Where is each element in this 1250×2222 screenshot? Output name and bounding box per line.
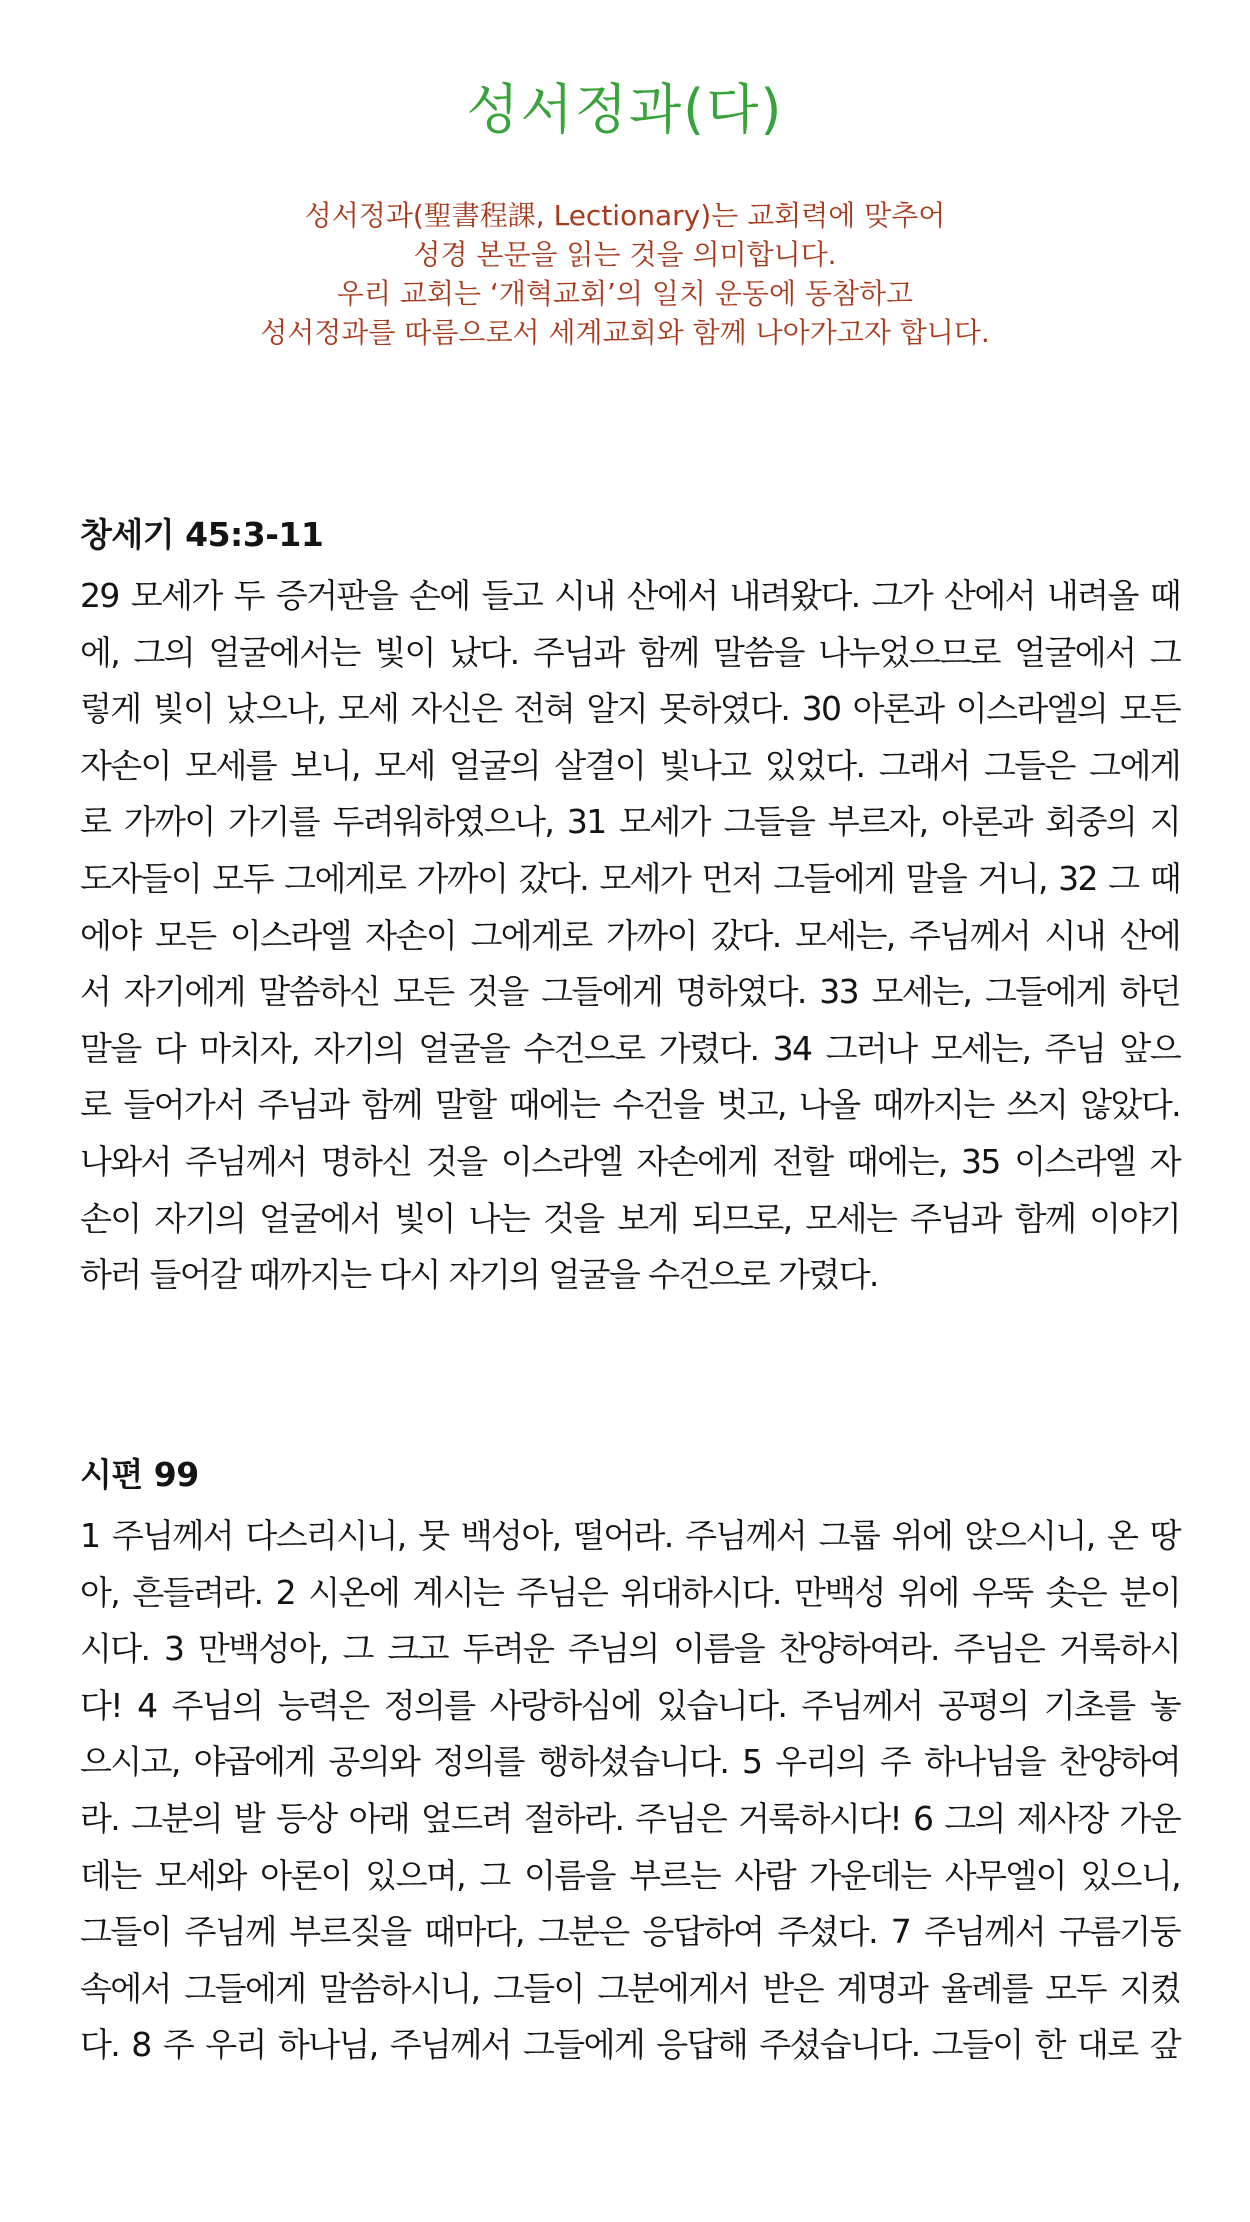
text-line: 1 주님께서 다스리시니, 뭇 백성아, 떨어라. 주님께서 그룹 위에 앉으시니, 온 땅 <box>80 1516 1180 1555</box>
text-line: 라. 그분의 발 등상 아래 엎드려 절하라. 주님은 거룩하시다! 6 그의 제사장 가운 <box>80 1798 1180 1838</box>
text-line: 자손이 모세를 보니, 모세 얼굴의 살결이 빛나고 있었다. 그래서 그들은 그에게 <box>80 745 1180 785</box>
text-line: 로 들어가서 주님과 함께 말할 때에는 수건을 벗고, 나올 때까지는 쓰지 않았다. <box>80 1085 1180 1125</box>
intro-line: 우리 교회는 ‘개혁교회’의 일치 운동에 동참하고 <box>336 277 914 310</box>
text-line: 데는 모세와 아론이 있으며, 그 이름을 부르는 사람 가운데는 사무엘이 있으니, <box>80 1855 1180 1895</box>
reading-text <box>80 1508 1180 2074</box>
intro-line: 성서정과(聖書程課, Lectionary)는 교회력에 맞추어 <box>304 199 946 232</box>
text-line: 로 가까이 가기를 두려워하였으나, 31 모세가 그들을 부르자, 아론과 회중의 지 <box>80 802 1180 842</box>
intro-line: 성경 본문을 읽는 것을 의미합니다. <box>413 238 837 271</box>
text-line: 속에서 그들에게 말씀하시니, 그들이 그분에게서 받은 계명과 율례를 모두 지켰 <box>80 1968 1180 2008</box>
text-line: 29 모세가 두 증거판을 손에 들고 시내 산에서 내려왔다. 그가 산에서 내려올 때 <box>80 576 1180 615</box>
text-line: 에, 그의 얼굴에서는 빛이 났다. 주님과 함께 말씀을 나누었으므로 얼굴에서 그 <box>80 632 1180 672</box>
text-line: 다! 4 주님의 능력은 정의를 사랑하심에 있습니다. 주님께서 공평의 기초를 놓 <box>80 1685 1180 1725</box>
text-line: 그들이 주님께 부르짖을 때마다, 그분은 응답하여 주셨다. 7 주님께서 구름기둥 <box>80 1912 1180 1952</box>
text-line: 아, 흔들려라. 2 시온에 계시는 주님은 위대하시다. 만백성 위에 우뚝 솟은 분이 <box>80 1572 1180 1612</box>
intro-paragraph <box>0 196 1250 352</box>
reading-genesis <box>80 508 1180 1304</box>
text-line: 렇게 빛이 났으나, 모세 자신은 전혀 알지 못하였다. 30 아론과 이스라엘의 모든 <box>80 689 1180 729</box>
intro-line: 성서정과를 따름으로서 세계교회와 함께 나아가고자 합니다. <box>260 316 990 349</box>
text-line: 나와서 주님께서 명하신 것을 이스라엘 자손에게 전할 때에는, 35 이스라엘 자 <box>80 1141 1180 1181</box>
text-line: 하러 들어갈 때까지는 다시 자기의 얼굴을 수건으로 가렸다. <box>80 1255 878 1295</box>
reading-heading: 시편 99 <box>80 1455 199 1494</box>
text-line: 으시고, 야곱에게 공의와 정의를 행하셨습니다. 5 우리의 주 하나님을 찬양하여 <box>80 1742 1180 1782</box>
reading-psalm <box>80 1448 1180 2074</box>
text-line: 말을 다 마치자, 자기의 얼굴을 수건으로 가렸다. 34 그러나 모세는, 주님 앞으 <box>80 1028 1180 1068</box>
reading-heading: 창세기 45:3-11 <box>80 515 324 554</box>
text-line: 서 자기에게 말씀하신 모든 것을 그들에게 명하였다. 33 모세는, 그들에게 하던 <box>80 972 1180 1012</box>
text-line: 시다. 3 만백성아, 그 크고 두려운 주님의 이름을 찬양하여라. 주님은 거룩하시 <box>80 1629 1180 1669</box>
text-line: 에야 모든 이스라엘 자손이 그에게로 가까이 갔다. 모세는, 주님께서 시내 산에 <box>80 915 1180 955</box>
text-line: 다. 8 주 우리 하나님, 주님께서 그들에게 응답해 주셨습니다. 그들이 한 대로 갚 <box>80 2025 1180 2065</box>
text-line: 도자들이 모두 그에게로 가까이 갔다. 모세가 먼저 그들에게 말을 거니, 32 그 때 <box>80 858 1180 898</box>
text-line: 손이 자기의 얼굴에서 빛이 나는 것을 보게 되므로, 모세는 주님과 함께 이야기 <box>80 1198 1180 1238</box>
page-title: 성서정과(다) <box>466 78 784 141</box>
reading-text <box>80 568 1180 1304</box>
